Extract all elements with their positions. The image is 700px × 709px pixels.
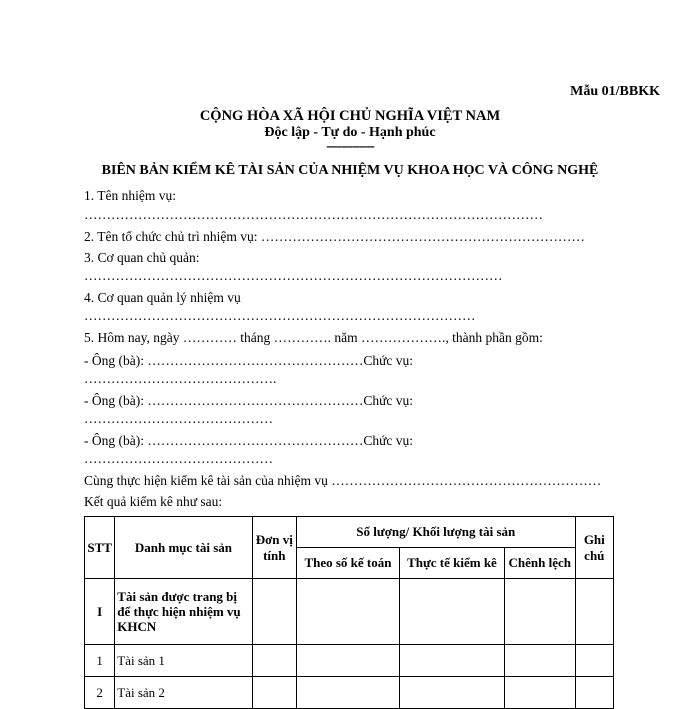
governing-label: 3. Cơ quan chủ quản: — [84, 250, 200, 265]
manager-label: 4. Cơ quan quản lý nhiệm vụ — [84, 290, 241, 305]
member-line: - Ông (bà): …………………………………………Chức vụ: — [84, 433, 414, 448]
header-unit: Đơn vị tính — [252, 517, 296, 579]
task-name-dots: ………………………………………………………………………………………… — [84, 207, 543, 222]
row-difference — [504, 579, 575, 645]
member-line-cont: ……………………………………. — [84, 371, 277, 386]
row-stt: 2 — [85, 677, 115, 709]
nation-heading: CỘNG HÒA XÃ HỘI CHỦ NGHĨA VIỆT NAM — [199, 108, 501, 124]
member-line: - Ông (bà): …………………………………………Chức vụ: — [84, 393, 414, 408]
row-note — [575, 645, 613, 677]
header-stt: STT — [85, 517, 115, 579]
row-by-accounting — [296, 677, 399, 709]
header-actual: Thực tế kiểm kê — [399, 548, 504, 579]
result-line: Kết quả kiểm kê như sau: — [84, 494, 223, 509]
row-difference — [504, 645, 575, 677]
task-name-label: 1. Tên nhiệm vụ: — [84, 188, 176, 203]
header-note: Ghi chú — [575, 517, 613, 579]
header-by-accounting: Theo số kế toán — [296, 548, 399, 579]
host-org-line: 2. Tên tổ chức chủ trì nhiệm vụ: ……………………………………………………………… — [84, 229, 585, 244]
motto: Độc lập - Tự do - Hạnh phúc — [264, 125, 436, 140]
manager-dots: …………………………………………………………………………… — [84, 308, 476, 323]
row-unit — [252, 579, 296, 645]
form-code: Mẫu 01/BBKK — [570, 84, 660, 99]
member-line-cont: …………………………………… — [84, 451, 273, 466]
member-line: - Ông (bà): …………………………………………Chức vụ: — [84, 353, 414, 368]
header-quantity-group: Số lượng/ Khối lượng tài sản — [296, 517, 575, 548]
member-line-cont: …………………………………… — [84, 411, 273, 426]
row-note — [575, 579, 613, 645]
separator: ------------- — [326, 139, 374, 154]
row-name: Tài sản 2 — [115, 677, 252, 709]
today-line: 5. Hôm nay, ngày ………… tháng …………. năm ………………., thành phần gồm: — [84, 330, 543, 345]
together-line: Cùng thực hiện kiểm kê tài sản của nhiệm vụ …………………………………………………… — [84, 473, 602, 488]
header-name: Danh mục tài sản — [115, 517, 252, 579]
row-actual — [399, 579, 504, 645]
table-row — [85, 579, 614, 645]
row-stt: 1 — [85, 645, 115, 677]
table-row — [85, 645, 614, 677]
row-name: Tài sản được trang bị để thực hiện nhiệm vụ KHCN — [115, 579, 252, 645]
document-title: BIÊN BẢN KIỂM KÊ TÀI SẢN CỦA NHIỆM VỤ KHOA HỌC VÀ CÔNG NGHỆ — [101, 163, 599, 178]
table-row — [85, 677, 614, 709]
row-unit — [252, 645, 296, 677]
row-name: Tài sản 1 — [115, 645, 252, 677]
row-actual — [399, 677, 504, 709]
row-unit — [252, 677, 296, 709]
row-stt: I — [85, 579, 115, 645]
row-difference — [504, 677, 575, 709]
row-by-accounting — [296, 645, 399, 677]
row-by-accounting — [296, 579, 399, 645]
header-difference: Chênh lệch — [504, 548, 575, 579]
asset-table — [84, 516, 614, 709]
governing-dots: ………………………………………………………………………………… — [84, 268, 503, 283]
row-actual — [399, 645, 504, 677]
row-note — [575, 677, 613, 709]
